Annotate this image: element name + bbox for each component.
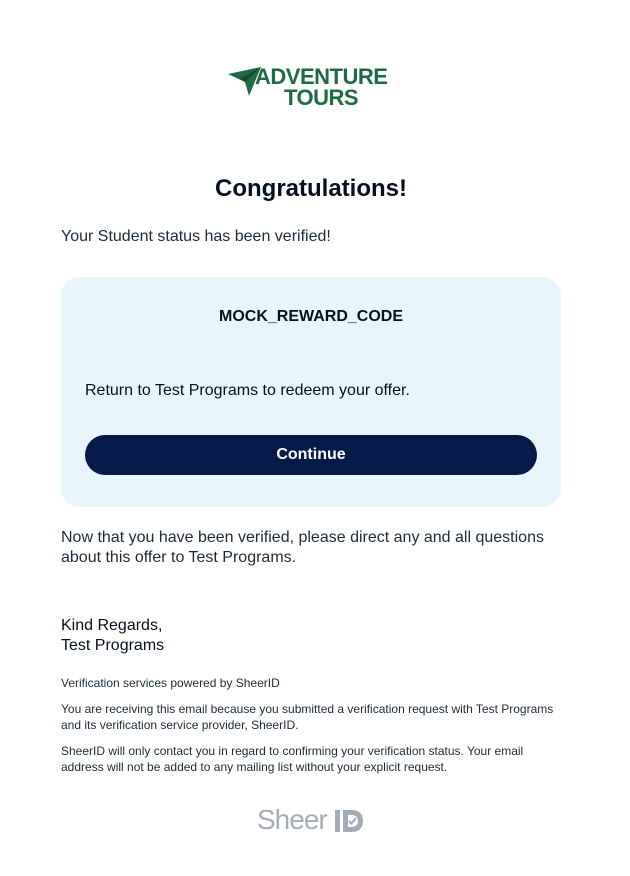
questions-message: Now that you have been verified, please direct any and all questions about this offer to Test Programs. xyxy=(61,529,544,566)
continue-button[interactable]: Continue xyxy=(85,435,537,475)
redeem-instructions: Return to Test Programs to redeem your offer. xyxy=(85,382,410,399)
page-title: Congratulations! xyxy=(215,175,407,202)
powered-by-text: Verification services powered by SheerID xyxy=(61,676,280,690)
sheerid-logo xyxy=(257,804,367,836)
reward-code: MOCK_REWARD_CODE xyxy=(218,308,403,325)
privacy-text: SheerID will only contact you in regard to confirming your verification status. Your email address will not be added to any mailing list without your explicit request. xyxy=(61,744,524,774)
logo-wordmark xyxy=(255,66,387,108)
sheerid-wordmark: Sheer xyxy=(257,804,327,835)
reward-card xyxy=(61,277,561,507)
logo-line-2: TOURS xyxy=(284,85,359,110)
verified-message: Your Student status has been verified! xyxy=(61,228,331,245)
signature-greeting: Kind Regards, xyxy=(61,617,163,634)
signature-name: Test Programs xyxy=(61,637,165,654)
logo-line-1: ADVENTURE xyxy=(255,64,388,89)
adventure-tours-logo xyxy=(228,64,396,110)
signature xyxy=(61,616,164,656)
reason-text: You are receiving this email because you submitted a verification request with Test Programs and its verification service provider, SheerID. xyxy=(61,702,554,732)
sheerid-mark-icon xyxy=(335,810,363,832)
